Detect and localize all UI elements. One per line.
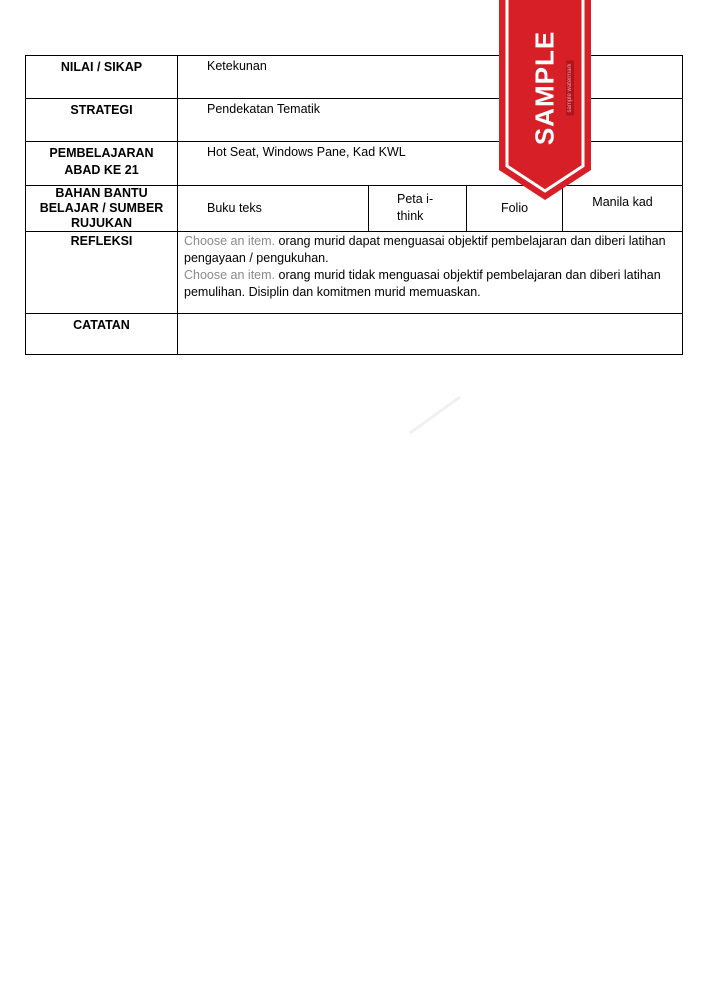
choose-item-dropdown-2[interactable]: Choose an item. xyxy=(184,268,276,282)
bahan-item-folio: Folio xyxy=(467,186,563,232)
bahan-label xyxy=(26,186,178,232)
refleksi-line2-text: orang murid tidak menguasai objektif pembelajaran dan diberi latihan pemulihan. Disiplin dan komitmen murid memuaskan. xyxy=(184,268,661,299)
strategi-value: Pendekatan Tematik xyxy=(178,99,683,142)
choose-item-dropdown-1[interactable]: Choose an item. xyxy=(184,234,276,248)
nilai-value: Ketekunan xyxy=(178,56,683,99)
bahan-item-buku-teks: Buku teks xyxy=(178,186,369,232)
row-catatan xyxy=(26,314,683,355)
sample-watermark-text: SAMPLE xyxy=(529,30,560,146)
catatan-label: CATATAN xyxy=(26,314,178,355)
bahan-item-peta-ithink: Peta i-think xyxy=(369,186,467,232)
bahan-label-line2: BELAJAR / SUMBER xyxy=(39,201,164,215)
abad21-label-line2: ABAD KE 21 xyxy=(64,163,139,177)
refleksi-value xyxy=(178,232,683,314)
refleksi-line2 xyxy=(184,267,676,301)
strategi-label: STRATEGI xyxy=(26,99,178,142)
abad21-value: Hot Seat, Windows Pane, Kad KWL xyxy=(178,142,683,186)
abad21-label xyxy=(26,142,178,186)
catatan-value xyxy=(178,314,683,355)
bahan-label-line3: RUJUKAN xyxy=(70,216,133,230)
abad21-label-line1: PEMBELAJARAN xyxy=(49,146,154,160)
bahan-item-manila-kad: Manila kad xyxy=(563,186,683,232)
faint-watermark-mark xyxy=(405,395,465,435)
nilai-label: NILAI / SIKAP xyxy=(26,56,178,99)
bahan-label-line1: BAHAN BANTU xyxy=(55,186,148,200)
refleksi-label: REFLEKSI xyxy=(26,232,178,314)
refleksi-line1 xyxy=(184,233,676,267)
row-refleksi xyxy=(26,232,683,314)
sample-watermark-subtext: sample watermark xyxy=(566,60,574,115)
refleksi-line1-text: orang murid dapat menguasai objektif pembelajaran dan diberi latihan pengayaan / pengukuhan. xyxy=(184,234,666,265)
